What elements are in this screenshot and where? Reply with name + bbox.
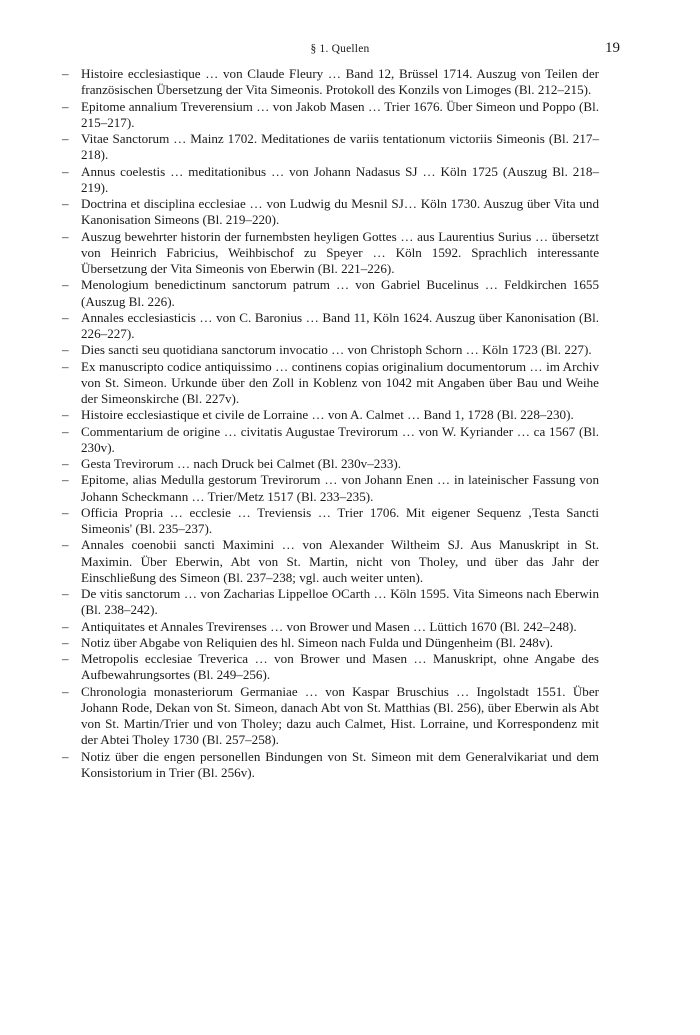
- running-head: [60, 40, 620, 60]
- list-item: – Histoire ecclesiastique … von Claude Fleury … Band 12, Brüssel 1714. Auszug von Teilen der französischen Übersetzung der Vita Simeonis. Protokoll des Konzils von Limoges (Bl. 212–215).: [62, 66, 599, 99]
- list-item: – Metropolis ecclesiae Treverica … von Brower und Masen … Manuskript, ohne Angabe des Aufbewahrungsortes (Bl. 249–256).: [62, 651, 599, 684]
- list-item: – Annales coenobii sancti Maximini … von Alexander Wiltheim SJ. Aus Manuskript in St. Maximin. Über Eberwin, Abt von St. Martin, nicht von Tholey, und über das Jahr der Einschließung des Simeon (Bl. 237–238; vgl. auch weiter unten).: [62, 537, 599, 586]
- source-list: [62, 66, 599, 781]
- list-item: – De vitis sanctorum … von Zacharias Lippelloe OCarth … Köln 1595. Vita Simeons nach Eberwin (Bl. 238–242).: [62, 586, 599, 619]
- list-item: – Epitome, alias Medulla gestorum Trevirorum … von Johann Enen … in lateinischer Fassung von Johann Scheckmann … Trier/Metz 1517 (Bl. 233–235).: [62, 472, 599, 505]
- list-item: – Officia Propria … ecclesie … Treviensis … Trier 1706. Mit eigener Sequenz ‚Testa Sancti Simeonis' (Bl. 235–237).: [62, 505, 599, 538]
- list-item: – Ex manuscripto codice antiquissimo … continens copias originalium documentorum … im Archiv von St. Simeon. Urkunde über den Zoll in Koblenz von 1042 mit Angaben über Bau und Weihe der Simeonskirche (Bl. 227v).: [62, 359, 599, 408]
- list-item: – Commentarium de origine … civitatis Augustae Trevirorum … von W. Kyriander … ca 1567 (Bl. 230v).: [62, 424, 599, 457]
- list-item: – Notiz über Abgabe von Reliquien des hl. Simeon nach Fulda und Düngenheim (Bl. 248v).: [62, 635, 599, 651]
- running-title: § 1. Quellen: [310, 43, 370, 55]
- list-item: – Chronologia monasteriorum Germaniae … von Kaspar Bruschius … Ingolstadt 1551. Über Johann Rode, Dekan von St. Simeon, danach Abt von St. Matthias (Bl. 256), über Eberwin als Abt von St. Martin/Trier und von Tholey; dazu auch Calmet, Hist. Lorraine, und Korrespondenz mit der Abtei Tholey 1730 (Bl. 257–258).: [62, 684, 599, 749]
- list-item: – Doctrina et disciplina ecclesiae … von Ludwig du Mesnil SJ… Köln 1730. Auszug über Vita und Kanonisation Simeons (Bl. 219–220).: [62, 196, 599, 229]
- list-item: – Annus coelestis … meditationibus … von Johann Nadasus SJ … Köln 1725 (Auszug Bl. 218–219).: [62, 164, 599, 197]
- list-item: – Antiquitates et Annales Trevirenses … von Brower und Masen … Lüttich 1670 (Bl. 242–248).: [62, 619, 599, 635]
- list-item: – Vitae Sanctorum … Mainz 1702. Meditationes de variis tentationum victoriis Simeonis (Bl. 217–218).: [62, 131, 599, 164]
- list-item: – Notiz über die engen personellen Bindungen von St. Simeon mit dem Generalvikariat und dem Konsistorium in Trier (Bl. 256v).: [62, 749, 599, 782]
- list-item: – Dies sancti seu quotidiana sanctorum invocatio … von Christoph Schorn … Köln 1723 (Bl. 227).: [62, 342, 599, 358]
- list-item: – Annales ecclesiasticis … von C. Baronius … Band 11, Köln 1624. Auszug über Kanonisation (Bl. 226–227).: [62, 310, 599, 343]
- list-item: – Histoire ecclesiastique et civile de Lorraine … von A. Calmet … Band 1, 1728 (Bl. 228–230).: [62, 407, 599, 423]
- list-item: – Gesta Trevirorum … nach Druck bei Calmet (Bl. 230v–233).: [62, 456, 599, 472]
- page-number: 19: [605, 40, 620, 56]
- list-item: – Menologium benedictinum sanctorum patrum … von Gabriel Bucelinus … Feldkirchen 1655 (Auszug Bl. 226).: [62, 277, 599, 310]
- list-item: – Auszug bewehrter historin der furnembsten heyligen Gottes … aus Laurentius Surius … übersetzt von Heinrich Fabricius, Weihbischof zu Speyer … Köln 1592. Sprachlich interessante Übersetzung der Vita Simeonis von Eberwin (Bl. 221–226).: [62, 229, 599, 278]
- list-item: – Epitome annalium Treverensium … von Jakob Masen … Trier 1676. Über Simeon und Poppo (Bl. 215–217).: [62, 99, 599, 132]
